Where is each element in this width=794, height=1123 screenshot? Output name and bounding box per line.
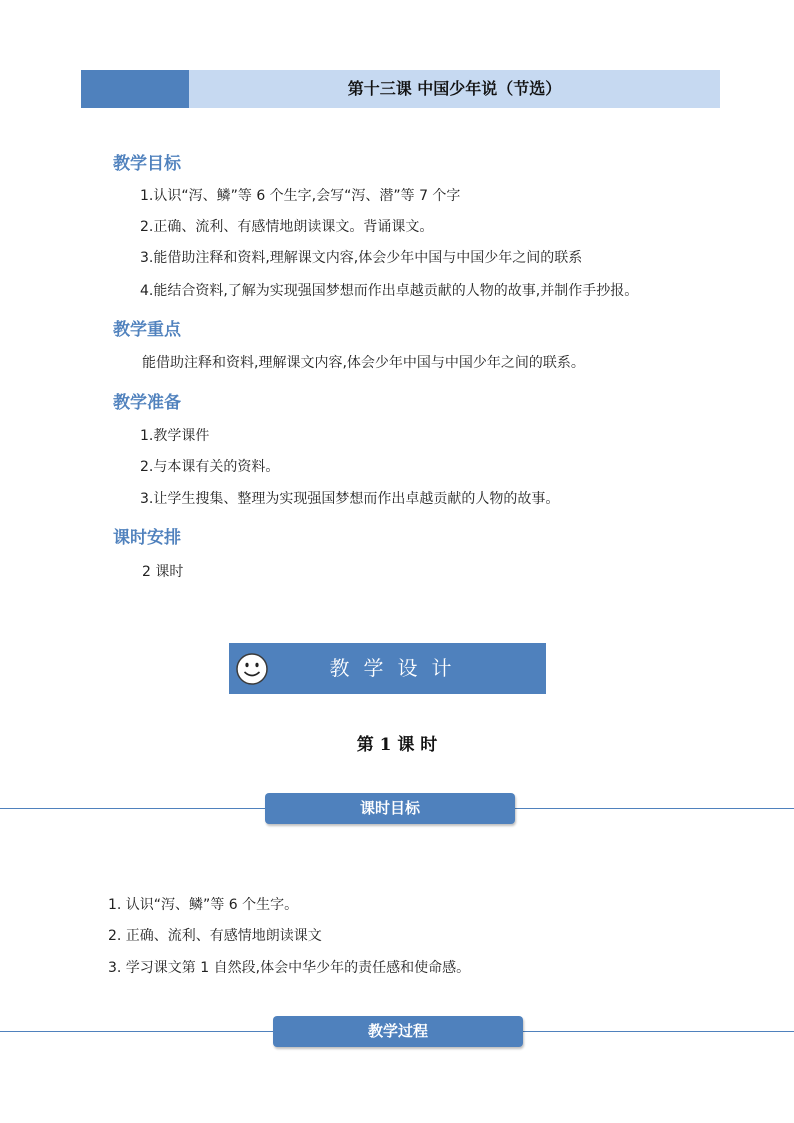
goal-item: 4.能结合资料,了解为实现强国梦想而作出卓越贡献的人物的故事,并制作手抄报。 — [140, 283, 639, 299]
lesson-title-bar — [81, 70, 720, 108]
heading-key-points: 教学重点 — [113, 320, 181, 340]
teaching-process-label: 教学过程 — [273, 1016, 523, 1047]
preparation-item: 2.与本课有关的资料。 — [140, 459, 280, 475]
preparation-item: 1.教学课件 — [140, 428, 210, 444]
schedule-text: 2 课时 — [142, 564, 184, 580]
heading-schedule: 课时安排 — [113, 528, 181, 548]
preparation-item: 3.让学生搜集、整理为实现强国梦想而作出卓越贡献的人物的故事。 — [140, 491, 560, 507]
goal-item: 2.正确、流利、有感情地朗读课文。背诵课文。 — [140, 219, 434, 235]
title-accent-block — [81, 70, 189, 108]
period-goals-label: 课时目标 — [265, 793, 515, 824]
period-goal-item: 3. 学习课文第 1 自然段,体会中华少年的责任感和使命感。 — [108, 960, 471, 976]
goal-item: 3.能借助注释和资料,理解课文内容,体会少年中国与中国少年之间的联系 — [140, 250, 583, 266]
teaching-design-label: 教学设计 — [329, 656, 466, 680]
heading-teaching-goals: 教学目标 — [113, 154, 181, 174]
goal-item: 1.认识“泻、鳞”等 6 个生字,会写“泻、潜”等 7 个字 — [140, 188, 461, 204]
lesson-title: 第十三课 中国少年说（节选） — [347, 79, 562, 98]
key-points-text: 能借助注释和资料,理解课文内容,体会少年中国与中国少年之间的联系。 — [142, 355, 585, 371]
period-goal-item: 1. 认识“泻、鳞”等 6 个生字。 — [108, 897, 299, 913]
period-title: 第 1 课 时 — [356, 735, 438, 755]
heading-preparation: 教学准备 — [113, 393, 181, 413]
period-goal-item: 2. 正确、流利、有感情地朗读课文 — [108, 928, 322, 944]
teaching-design-banner — [229, 643, 546, 694]
